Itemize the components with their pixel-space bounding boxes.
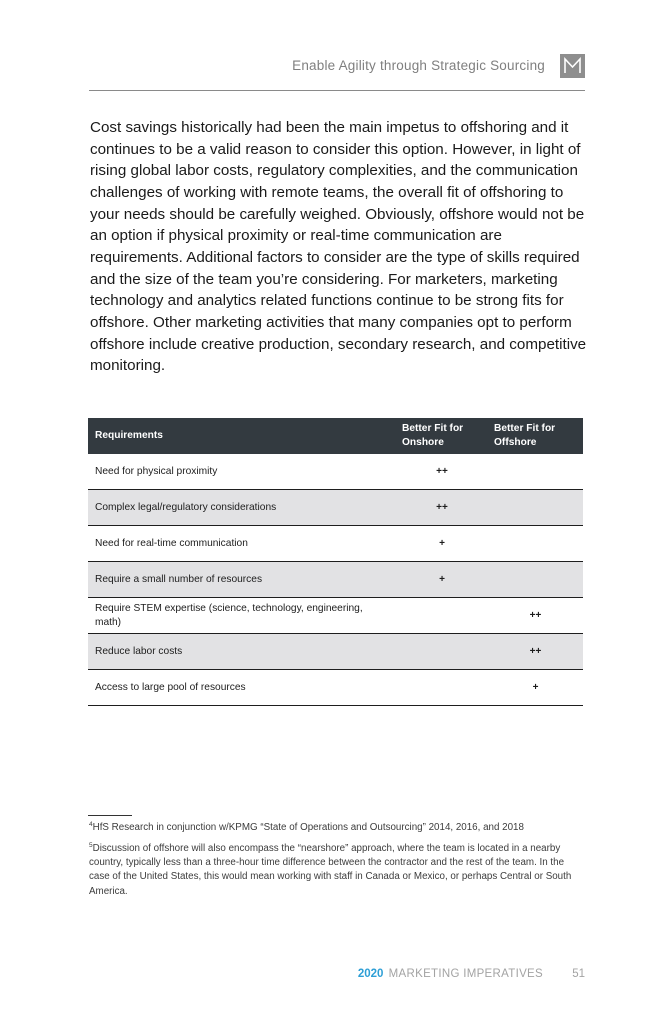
footnote-number: 5	[89, 842, 93, 849]
requirement-cell: Reduce labor costs	[88, 634, 396, 670]
offshore-cell: ++	[488, 598, 583, 634]
table-row	[88, 598, 583, 634]
table-row	[88, 490, 583, 526]
page-header	[89, 54, 585, 78]
onshore-cell	[396, 670, 488, 706]
page-number: 51	[572, 968, 585, 980]
requirement-cell: Complex legal/regulatory considerations	[88, 490, 396, 526]
header-title: Enable Agility through Strategic Sourcing	[292, 58, 545, 73]
requirement-cell: Need for real-time communication	[88, 526, 396, 562]
footnote-5	[89, 842, 579, 899]
onshore-cell: ++	[396, 454, 488, 490]
offshore-cell: +	[488, 670, 583, 706]
table-row	[88, 634, 583, 670]
onshore-cell: +	[396, 562, 488, 598]
header-onshore: Better Fit for Onshore	[396, 418, 488, 454]
page-footer	[358, 968, 585, 980]
onshore-cell	[396, 598, 488, 634]
header-divider	[89, 90, 585, 91]
m-logo-glyph	[560, 54, 585, 78]
requirement-cell: Require a small number of resources	[88, 562, 396, 598]
footnote-text: HfS Research in conjunction w/KPMG “State of Operations and Outsourcing” 2014, 2016, and 2018	[92, 822, 524, 833]
table-row	[88, 562, 583, 598]
requirements-table	[88, 418, 583, 706]
requirement-cell: Access to large pool of resources	[88, 670, 396, 706]
footnote-text: Discussion of offshore will also encompass the “nearshore” approach, where the team is located in a nearby country, typically less than a three-hour time difference between the contractor and the rest of the team. In the case of the United States, this would mean working with staff in Canada or Mexico, or perhaps Central or South America.	[89, 843, 572, 897]
offshore-cell	[488, 562, 583, 598]
table-row	[88, 526, 583, 562]
footnote-divider	[88, 815, 132, 816]
onshore-cell	[396, 634, 488, 670]
offshore-cell	[488, 526, 583, 562]
table-header-row	[88, 418, 583, 454]
footer-publication: MARKETING IMPERATIVES	[388, 968, 543, 980]
onshore-cell: +	[396, 526, 488, 562]
offshore-cell: ++	[488, 634, 583, 670]
offshore-cell	[488, 454, 583, 490]
footnote-4	[89, 821, 599, 835]
header-requirements: Requirements	[88, 418, 396, 454]
header-offshore: Better Fit for Offshore	[488, 418, 583, 454]
m-logo-icon	[560, 54, 585, 78]
requirement-cell: Require STEM expertise (science, technology, engineering, math)	[88, 598, 396, 634]
body-paragraph: Cost savings historically had been the main impetus to offshoring and it continues to be a valid reason to consider this option. However, in light of rising global labor costs, regulatory complexities, and the communication challenges of working with remote teams, the overall fit of offshoring to your needs should be carefully weighed. Obviously, offshore would not be an option if physical proximity or real-time communication are requirements. Additional factors to consider are the type of skills required and the size of the team you’re considering. For marketers, marketing technology and analytics related functions continue to be strong fits for offshore. Other marketing activities that many companies opt to perform offshore include creative production, secondary research, and competitive monitoring.	[90, 119, 587, 375]
requirement-cell: Need for physical proximity	[88, 454, 396, 490]
table-row	[88, 454, 583, 490]
footer-year: 2020	[357, 968, 384, 980]
offshore-cell	[488, 490, 583, 526]
table-row	[88, 670, 583, 706]
footnote-number: 4	[89, 821, 93, 828]
onshore-cell: ++	[396, 490, 488, 526]
